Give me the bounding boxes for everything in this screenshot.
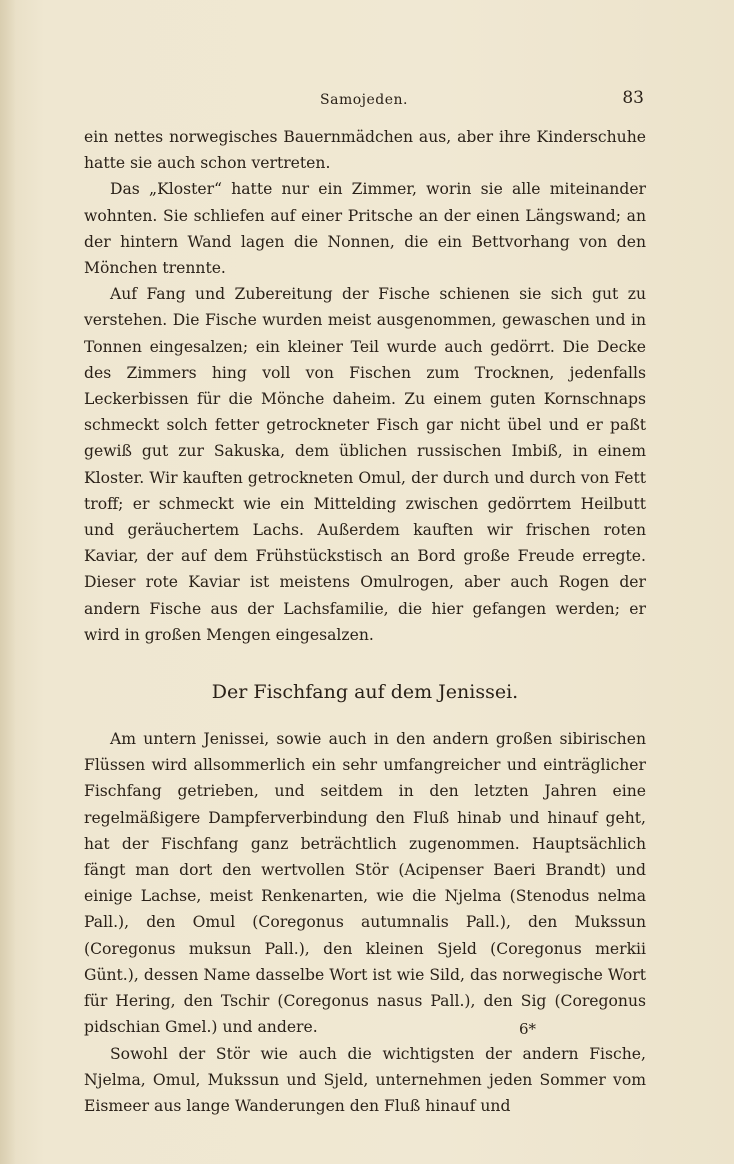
page-gutter-shadow (0, 0, 16, 1164)
signature-mark: 6* (518, 1020, 536, 1038)
paragraph-fang: Auf Fang und Zubereitung der Fische schienen sie sich gut zu verstehen. Die Fische wurden meist ausgenommen, gewaschen und in Tonnen eingesalzen; ein kleiner Teil wurde auch gedörrt. Die Decke des Zimmers hing voll von Fischen zum Trocknen, jedenfalls Leckerbissen für die Mönche daheim. Zu einem guten Kornschnaps schmeckt solch fetter getrockneter Fisch gar nicht übel und er paßt gewiß gut zur Sakuska, dem üblichen russischen Imbiß, in einem Kloster. Wir kauften getrockneten Omul, der durch und durch von Fett troff; er schmeckt wie ein Mittelding zwischen gedörrtem Heilbutt und geräuchertem Lachs. Außerdem kauften wir frischen roten Kaviar, der auf dem Frühstückstisch an Bord große Freude erregte. Dieser rote Kaviar ist meistens Omulrogen, aber auch Rogen der andern Fische aus der Lachsfamilie, die hier gefangen werden; er wird in großen Mengen eingesalzen. (84, 285, 646, 644)
paragraph-kloster: Das „Kloster“ hatte nur ein Zimmer, worin sie alle miteinander wohnten. Sie schliefen auf einer Pritsche an der einen Längswand; an der hintern Wand lagen die Nonnen, die ein Bettvorhang von den Mönchen trennte. (84, 180, 646, 278)
paragraph-continuation: ein nettes norwegisches Bauernmädchen aus, aber ihre Kinderschuhe hatte sie auch schon vertreten. (84, 128, 646, 173)
paragraph-wanderungen: Sowohl der Stör wie auch die wichtigsten der andern Fische, Njelma, Omul, Mukssun und Sjeld, unternehmen jeden Sommer vom Eismeer aus lange Wanderungen den Fluß hinauf und (84, 1044, 646, 1115)
page-header (84, 88, 644, 118)
body-text (84, 124, 646, 1119)
paragraph-jenissei: Am untern Jenissei, sowie auch in den andern großen sibirischen Flüssen wird allsommerlich ein sehr umfangreicher und einträglicher Fischfang getrieben, und seitdem in den letzten Jahren eine regelmäßigere Dampferverbindung den Fluß hinab und hinauf geht, hat der Fischfang ganz beträchtlich zugenommen. Hauptsächlich fängt man dort den wertvollen Stör (Acipenser Baeri Brandt) und einige Lachse, meist Renkenarten, wie die Njelma (Stenodus nelma Pall.), den Omul (Coregonus autumnalis Pall.), den Mukssun (Coregonus muksun Pall.), den kleinen Sjeld (Coregonus merkii Günt.), dessen Name dasselbe Wort ist wie Sild, das norwegische Wort für Hering, den Tschir (Coregonus nasus Pall.), den Sig (Coregonus pidschian Gmel.) und andere. (84, 730, 646, 1037)
section-heading: Der Fischfang auf dem Jenissei. (211, 681, 519, 704)
page-number: 83 (622, 88, 644, 108)
running-head: Samojeden. (320, 92, 408, 108)
